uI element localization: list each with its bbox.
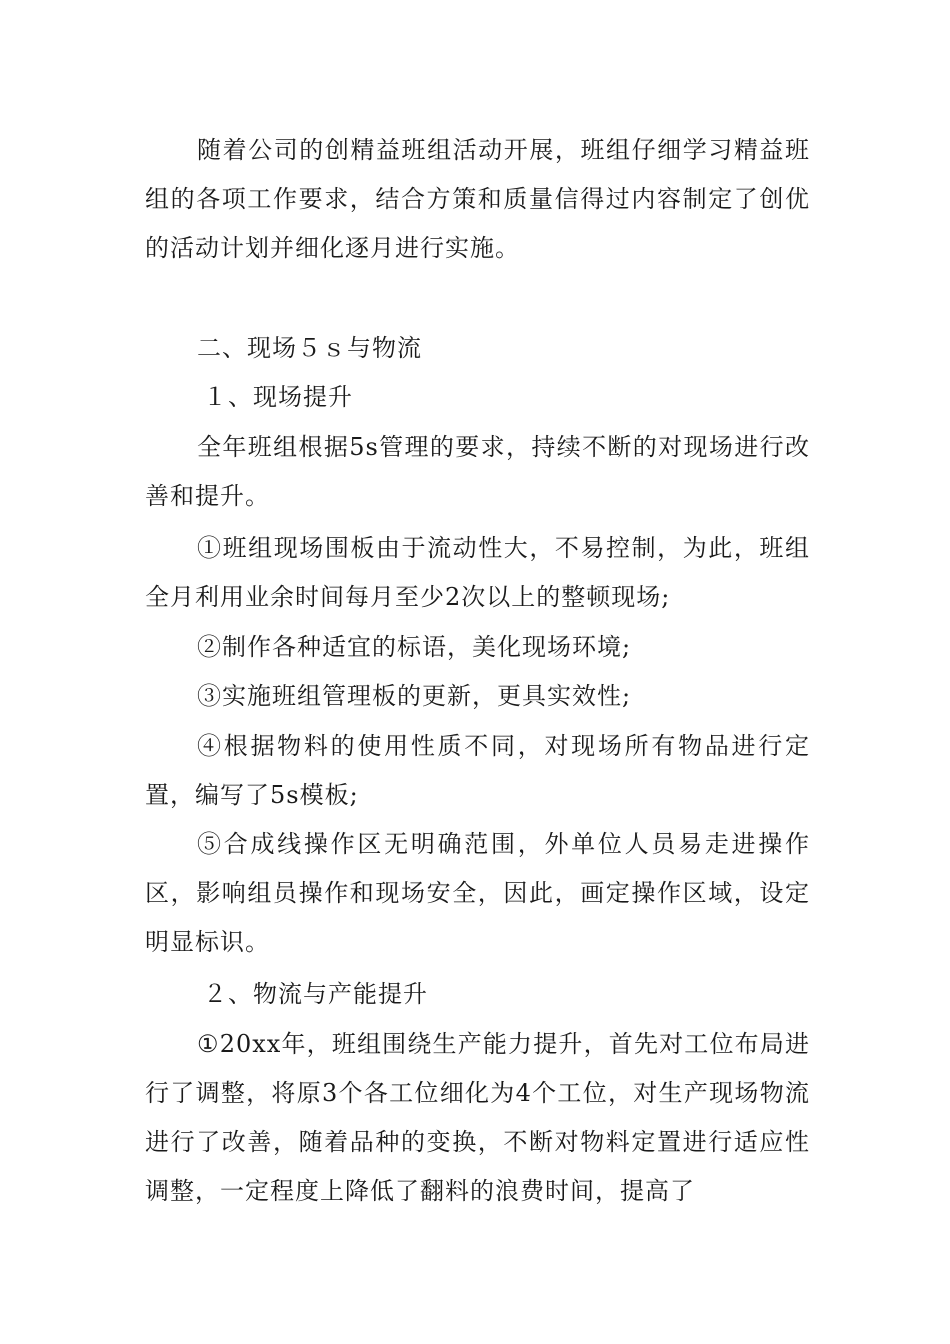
list-item-3: ③实施班组管理板的更新，更具实效性; [197, 682, 632, 710]
subsection-2-item-1: ①20xx年，班组围绕生产能力提升，首先对工位布局进行了调整，将原3个各工位细化为4个工位，对生产现场物流进行了改善，随着品种的变换，不断对物料定置进行适应性调整，一定程度上降低了翻料的浪费时间，提高了 [145, 1030, 810, 1205]
list-item-2: ②制作各种适宜的标语，美化现场环境; [197, 633, 632, 661]
list-item-4: ④根据物料的使用性质不同，对现场所有物品进行定置，编写了5s模板; [145, 732, 810, 809]
subsection-1-body: 全年班组根据5s管理的要求，持续不断的对现场进行改善和提升。 [145, 433, 810, 510]
subsection-heading-onsite-improvement: １、现场提升 [203, 383, 353, 411]
list-item-5: ⑤合成线操作区无明确范围，外单位人员易走进操作区，影响组员操作和现场安全，因此，画定操作区域，设定明显标识。 [145, 830, 810, 956]
intro-paragraph: 随着公司的创精益班组活动开展，班组仔细学习精益班组的各项工作要求，结合方策和质量信得过内容制定了创优的活动计划并细化逐月进行实施。 [145, 136, 810, 262]
list-item-1: ①班组现场围板由于流动性大，不易控制，为此，班组全月利用业余时间每月至少2次以上的整顿现场; [145, 534, 810, 611]
subsection-heading-logistics-capacity: ２、物流与产能提升 [203, 980, 428, 1008]
section-heading-onsite-5s-logistics: 二、现场５ｓ与物流 [197, 334, 422, 362]
